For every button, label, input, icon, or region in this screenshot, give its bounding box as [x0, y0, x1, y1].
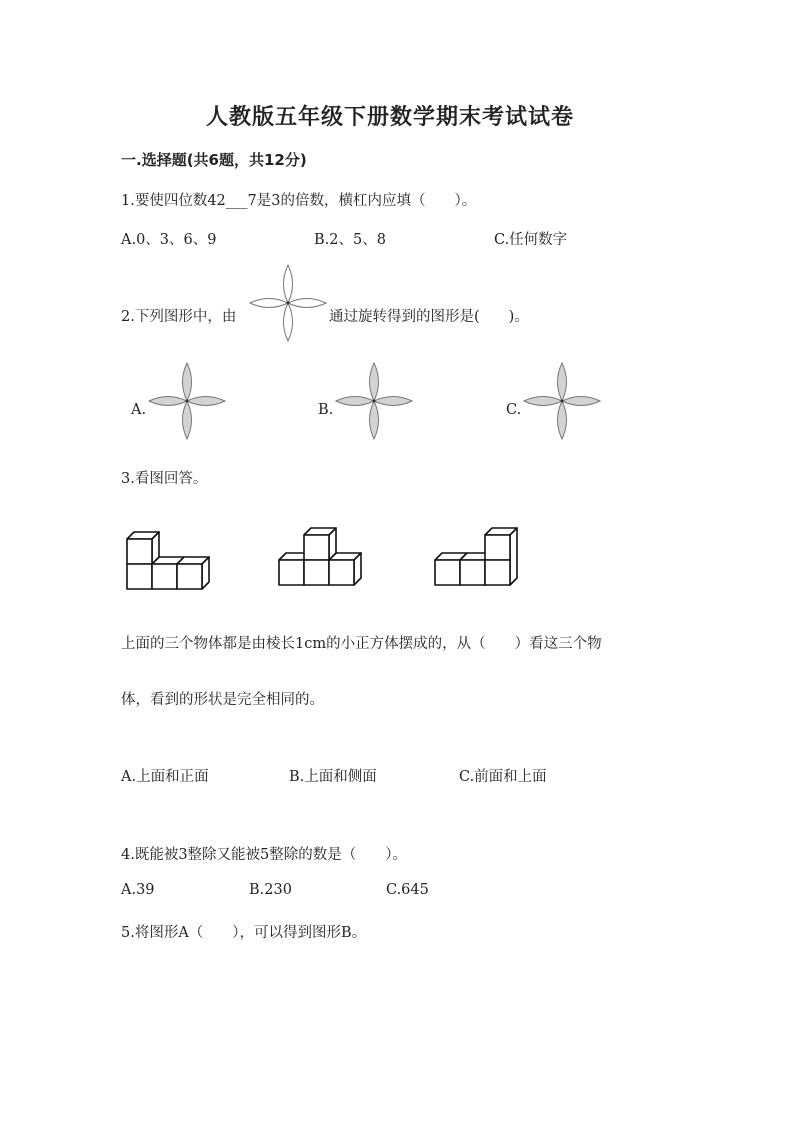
- question-4-option-a[interactable]: A.39: [121, 882, 155, 898]
- section-heading: 一.选择题(共6题，共12分): [121, 151, 307, 169]
- question-3-cube-figure-3: [428, 516, 528, 591]
- question-1-option-b[interactable]: B.2、5、8: [314, 232, 386, 248]
- question-2-option-b[interactable]: B.: [318, 402, 334, 418]
- question-3-option-a[interactable]: A.上面和正面: [121, 769, 209, 785]
- question-2-reference-flower-figure: [248, 263, 328, 343]
- question-4-stem: 4.既能被3整除又能被5整除的数是（ ）。: [121, 847, 408, 863]
- question-3-text-line-2: 体，看到的形状是完全相同的。: [121, 692, 324, 708]
- question-2-option-a-figure[interactable]: [147, 361, 227, 441]
- question-3-cube-figure-2: [272, 516, 372, 591]
- question-3-option-c[interactable]: C.前面和上面: [459, 769, 547, 785]
- question-2-option-b-figure[interactable]: [334, 361, 414, 441]
- question-2-stem-after: 通过旋转得到的图形是( )。: [329, 309, 529, 325]
- question-3-stem: 3.看图回答。: [121, 471, 208, 487]
- question-4-option-b[interactable]: B.230: [249, 882, 292, 898]
- question-4-option-c[interactable]: C.645: [386, 882, 429, 898]
- question-3-option-b[interactable]: B.上面和侧面: [289, 769, 377, 785]
- question-2-option-c-figure[interactable]: [522, 361, 602, 441]
- question-2-option-c[interactable]: C.: [506, 402, 522, 418]
- question-3-text-line-1: 上面的三个物体都是由棱长1cm的小正方体摆成的，从（ ）看这三个物: [121, 636, 602, 652]
- question-2-stem-before: 2.下列图形中，由: [121, 309, 237, 325]
- question-1-option-a[interactable]: A.0、3、6、9: [121, 232, 217, 248]
- question-2-option-a[interactable]: A.: [131, 402, 147, 418]
- page-title: 人教版五年级下册数学期末考试试卷: [206, 104, 575, 130]
- question-1-stem: 1.要使四位数42___7是3的倍数，横杠内应填（ ）。: [121, 193, 477, 209]
- question-1-option-c[interactable]: C.任何数字: [494, 232, 568, 248]
- question-5-stem: 5.将图形A（ ），可以得到图形B。: [121, 925, 367, 941]
- question-3-cube-figure-1: [120, 520, 220, 595]
